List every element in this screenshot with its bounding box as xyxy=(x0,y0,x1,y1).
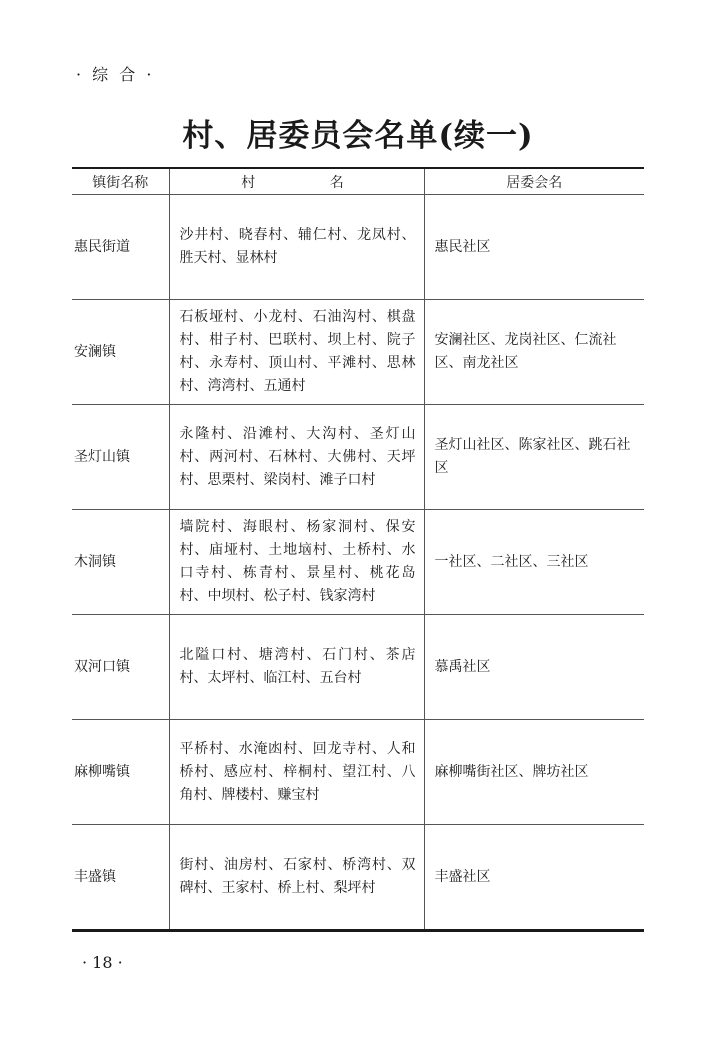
committees-cell: 丰盛社区 xyxy=(424,825,644,930)
villages-cell: 墙院村、海眼村、杨家洞村、保安村、庙垭村、土地垴村、土桥村、水口寺村、栋青村、景星村、桃花岛村、中坝村、松子村、钱家湾村 xyxy=(169,510,424,615)
committee-table xyxy=(72,167,644,932)
page-number: · 18 · xyxy=(82,953,123,972)
table-row xyxy=(72,300,644,405)
table-row xyxy=(72,825,644,930)
town-cell: 惠民街道 xyxy=(72,195,169,300)
town-cell: 双河口镇 xyxy=(72,615,169,720)
table-row xyxy=(72,720,644,825)
villages-cell: 街村、油房村、石家村、桥湾村、双碑村、王家村、桥上村、梨坪村 xyxy=(169,825,424,930)
committees-cell: 惠民社区 xyxy=(424,195,644,300)
villages-cell: 永隆村、沿滩村、大沟村、圣灯山村、两河村、石林村、大佛村、天坪村、思栗村、梁岗村、滩子口村 xyxy=(169,405,424,510)
page-title: 村、居委员会名单(续一) xyxy=(182,118,534,154)
villages-cell: 沙井村、晓春村、辅仁村、龙凤村、胜天村、显林村 xyxy=(169,195,424,300)
committees-cell: 安澜社区、龙岗社区、仁流社区、南龙社区 xyxy=(424,300,644,405)
town-cell: 丰盛镇 xyxy=(74,868,116,885)
table-row xyxy=(72,405,644,510)
column-header-villages: 村 名 xyxy=(169,169,424,195)
table-header-row xyxy=(72,169,644,195)
committees-cell: 麻柳嘴街社区、牌坊社区 xyxy=(424,720,644,825)
villages-cell: 北隘口村、塘湾村、石门村、茶店村、太坪村、临江村、五台村 xyxy=(169,615,424,720)
town-cell: 圣灯山镇 xyxy=(72,405,169,510)
committees-cell: 圣灯山社区、陈家社区、跳石社区 xyxy=(424,405,644,510)
committee-table-grid xyxy=(72,169,644,929)
column-header-town: 镇街名称 xyxy=(72,169,169,195)
committees-cell: 慕禹社区 xyxy=(424,615,644,720)
table-row xyxy=(72,195,644,300)
table-row xyxy=(72,510,644,615)
committees-cell: 一社区、二社区、三社区 xyxy=(424,510,644,615)
town-cell: 木洞镇 xyxy=(72,510,169,615)
column-header-committees: 居委会名 xyxy=(424,169,644,195)
section-label: · 综 合 · xyxy=(76,65,155,84)
table-row xyxy=(72,615,644,720)
town-cell: 麻柳嘴镇 xyxy=(72,720,169,825)
villages-cell: 石板垭村、小龙村、石油沟村、棋盘村、柑子村、巴联村、坝上村、院子村、永寿村、顶山村、平滩村、思林村、湾湾村、五通村 xyxy=(169,300,424,405)
villages-cell: 平桥村、水淹凼村、回龙寺村、人和桥村、感应村、梓桐村、望江村、八角村、牌楼村、赚宝村 xyxy=(169,720,424,825)
town-cell: 安澜镇 xyxy=(72,300,169,405)
